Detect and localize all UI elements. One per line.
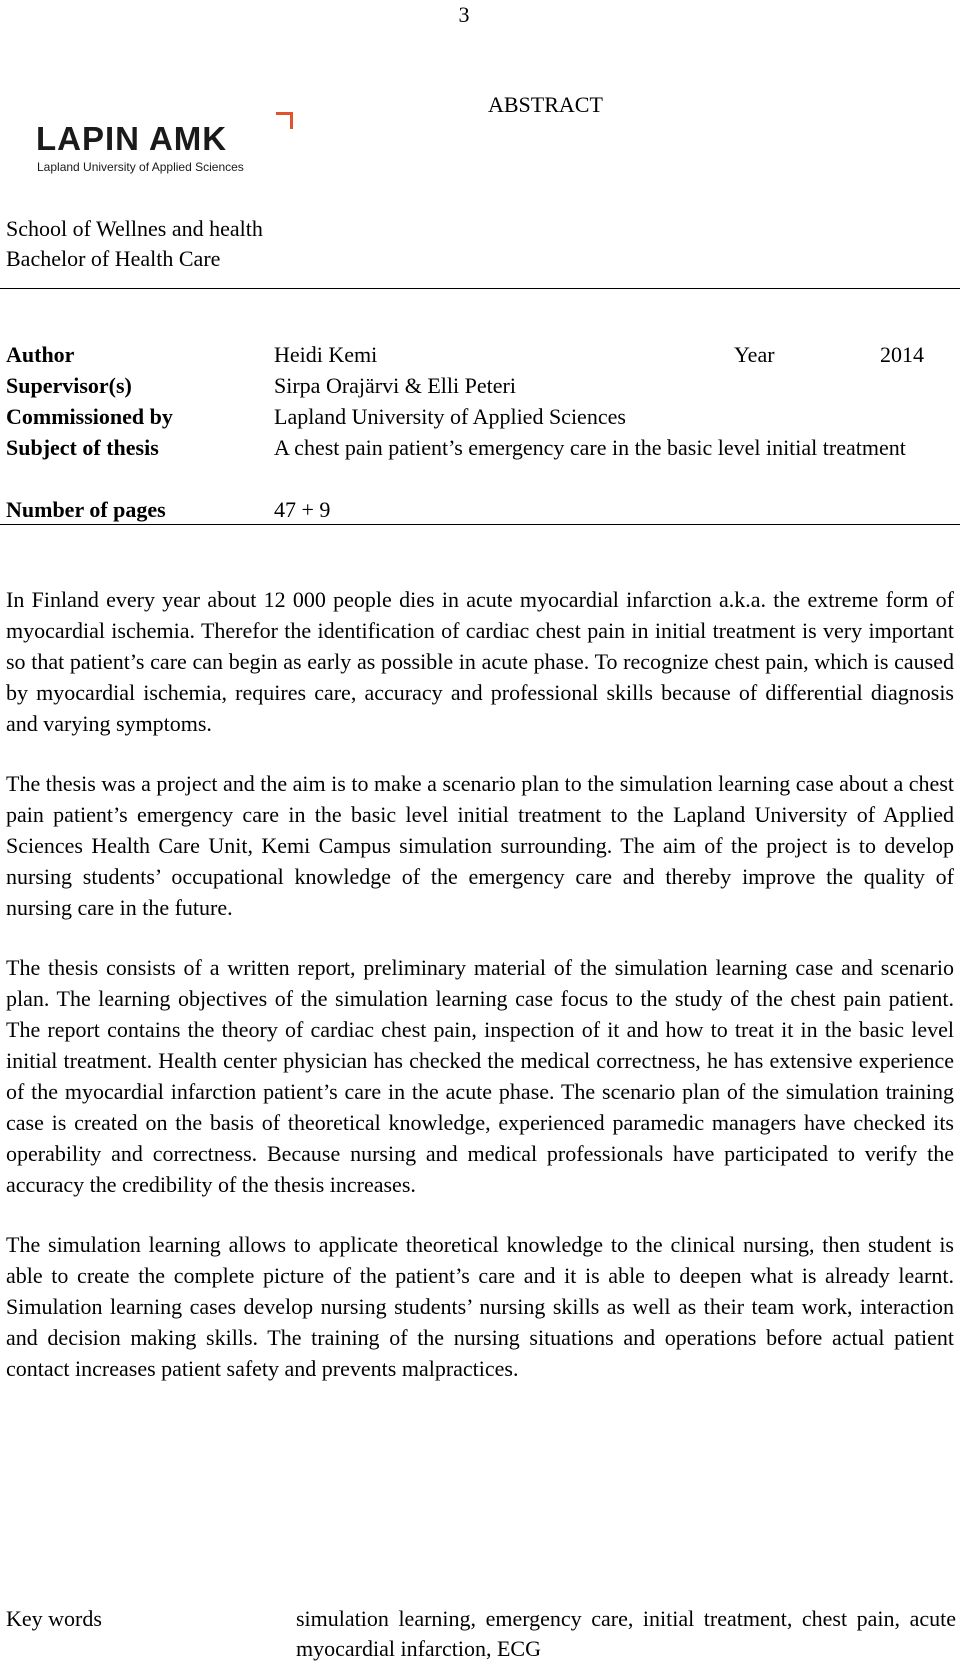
author-label: Author <box>6 342 75 367</box>
pages-label: Number of pages <box>6 497 166 522</box>
school-block <box>6 214 263 274</box>
subject-value: A chest pain patient’s emergency care in the basic level initial treatment <box>274 435 906 460</box>
page-number: 3 <box>458 2 470 27</box>
supervisor-value: Sirpa Orajärvi & Elli Peteri <box>274 373 516 398</box>
subject-label: Subject of thesis <box>6 435 159 460</box>
year-label: Year <box>734 342 775 367</box>
abstract-paragraph-3: The thesis consists of a written report, preliminary material of the simulation learning case and scenario plan. The learning objectives of the simulation learning case focus to the study of the chest pain patient. The report contains the theory of cardiac chest pain, inspection of it and how to treat it in the basic level initial treatment. Health center physician has checked the medical correctness, he has extensive experience of the myocardial infarction patient’s care in the acute phase. The scenario plan of the simulation training case is created on the basis of theoretical knowledge, experienced paramedic managers have checked its operability and correctness. Because nursing and medical professionals have participated to verify the accuracy the credibility of the thesis increases. <box>6 955 954 1197</box>
degree-name: Bachelor of Health Care <box>6 246 221 271</box>
abstract-paragraph-2: The thesis was a project and the aim is to make a scenario plan to the simulation learning case about a chest pain patient’s emergency care in the basic level initial treatment to the Lapland University of Applied Sciences Health Care Unit, Kemi Campus simulation surrounding. The aim of the project is to develop nursing students’ occupational knowledge of the emergency care and thereby improve the quality of nursing care in the future. <box>6 771 954 920</box>
commissioned-value: Lapland University of Applied Sciences <box>274 404 626 429</box>
commissioned-label: Commissioned by <box>6 404 173 429</box>
meta-row-subject <box>6 433 942 495</box>
pages-value: 47 + 9 <box>274 497 331 522</box>
lapin-amk-logo <box>36 108 296 178</box>
year-value: 2014 <box>880 342 924 367</box>
keywords-value: simulation learning, emergency care, initial treatment, chest pain, acute myocardial infarction, ECG <box>296 1606 956 1661</box>
meta-row-supervisor <box>6 371 942 402</box>
abstract-paragraph-4: The simulation learning allows to applicate theoretical knowledge to the clinical nursing, then student is able to create the complete picture of the patient’s care and it is able to deepen what is already learnt. Simulation learning cases develop nursing students’ nursing skills as well as their team work, interaction and decision making skills. The training of the nursing situations and operations before actual patient contact increases patient safety and prevents malpractices. <box>6 1232 954 1381</box>
logo-wordmark: LAPIN AMK <box>36 120 228 157</box>
logo-corner-mark-icon <box>276 112 293 129</box>
bottom-divider <box>0 524 960 525</box>
keywords-label: Key words <box>6 1606 102 1631</box>
supervisor-label: Supervisor(s) <box>6 373 132 398</box>
author-value: Heidi Kemi <box>274 342 378 367</box>
abstract-body <box>6 584 954 1413</box>
logo-subtitle: Lapland University of Applied Sciences <box>37 160 244 174</box>
thesis-metadata <box>6 340 942 526</box>
abstract-title: ABSTRACT <box>488 92 603 117</box>
abstract-paragraph-1: In Finland every year about 12 000 people dies in acute myocardial infarction a.k.a. the extreme form of myocardial ischemia. Therefor the identification of cardiac chest pain in initial treatment is very important so that patient’s care can begin as early as possible in acute phase. To recognize chest pain, which is caused by myocardial ischemia, requires care, accuracy and professional skills because of differential diagnosis and varying symptoms. <box>6 587 954 736</box>
meta-row-commissioned <box>6 402 942 433</box>
top-divider <box>0 288 960 289</box>
meta-row-pages <box>6 495 942 526</box>
meta-row-author <box>6 340 942 371</box>
school-name: School of Wellnes and health <box>6 216 263 241</box>
